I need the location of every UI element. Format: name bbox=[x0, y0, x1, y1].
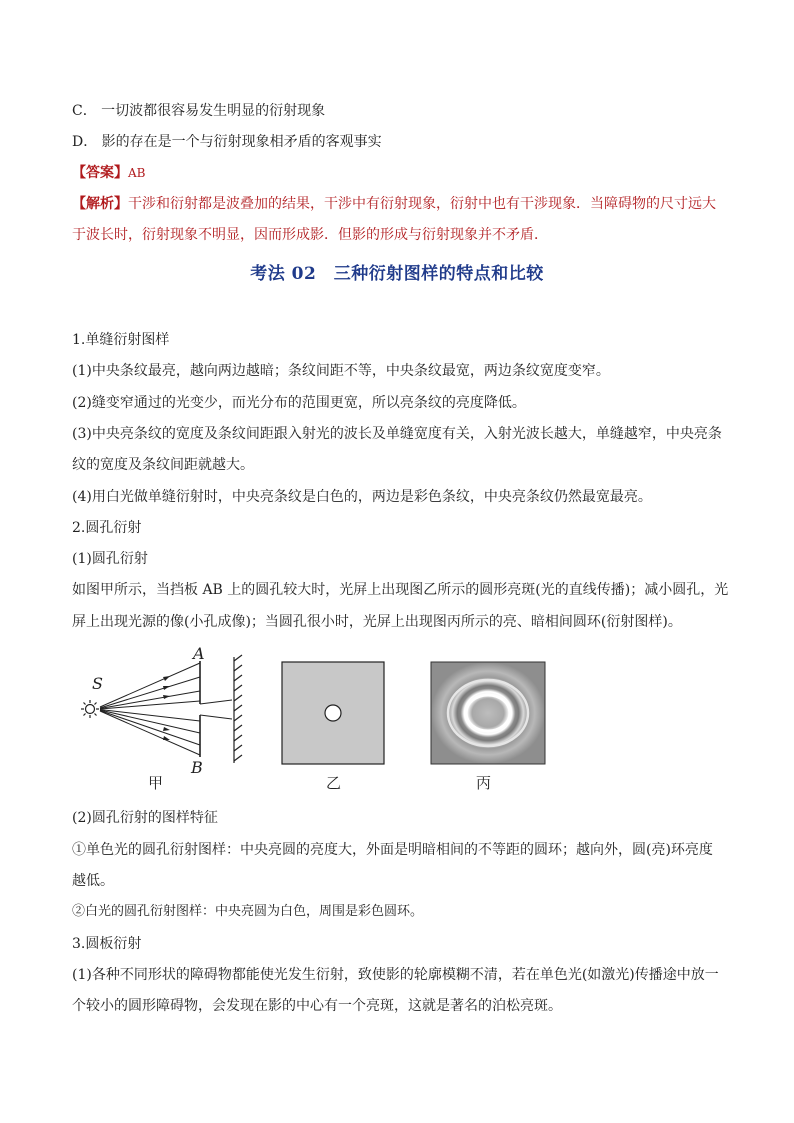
answer-line bbox=[72, 163, 145, 183]
bright-spot bbox=[325, 705, 341, 721]
analysis-tag: 【解析】 bbox=[72, 196, 128, 212]
screen-wall bbox=[234, 655, 242, 763]
figure-bing bbox=[430, 661, 546, 765]
caption-bing: 丙 bbox=[476, 774, 492, 792]
circular-hole-desc2: 屏上出现光源的像(小孔成像)；当圆孔很小时，光屏上出现图丙所示的亮、暗相间圆环(衍射图样)。 bbox=[72, 614, 682, 630]
single-slit-heading: 1.单缝衍射图样 bbox=[72, 332, 170, 348]
arrow-heads bbox=[163, 676, 170, 740]
single-slit-p3b: 纹的宽度及条纹间距就越大。 bbox=[72, 457, 254, 473]
figure-jia bbox=[78, 643, 248, 768]
disk-p1a: (1)各种不同形状的障碍物都能使光发生衍射，致使影的轮廓模糊不清，若在单色光(如激光)传播途中放一 bbox=[72, 967, 719, 983]
section-title: 考法 02 三种衍射图样的特点和比较 bbox=[250, 264, 544, 284]
feature-1a: ①单色光的圆孔衍射图样：中央亮圆的亮度大，外面是明暗相间的不等距的圆环；越向外，圆(亮)环亮度 bbox=[72, 842, 713, 858]
single-slit-p3a: (3)中央亮条纹的宽度及条纹间距跟入射光的波长及单缝宽度有关，入射光波长越大，单缝越窄，中央亮条 bbox=[72, 426, 722, 442]
analysis-line-1 bbox=[72, 194, 716, 214]
answer-tag: 【答案】 bbox=[72, 165, 128, 181]
analysis-line-2: 于波长时，衍射现象不明显，因而形成影．但影的形成与衍射现象并不矛盾． bbox=[72, 227, 548, 243]
circular-hole-sub2: (2)圆孔衍射的图样特征 bbox=[72, 810, 218, 826]
circular-hole-sub1: (1)圆孔衍射 bbox=[72, 551, 148, 567]
feature-1b: 越低。 bbox=[72, 873, 114, 889]
single-slit-p1: (1)中央条纹最亮，越向两边越暗；条纹间距不等，中央条纹最宽，两边条纹宽度变窄。 bbox=[72, 363, 610, 379]
analysis-text-1: 干涉和衍射都是波叠加的结果，干涉中有衍射现象，衍射中也有干涉现象．当障碍物的尺寸远大 bbox=[128, 196, 716, 212]
figure-yi bbox=[281, 661, 385, 765]
label-s: S bbox=[92, 674, 103, 693]
option-c: C． 一切波都很容易发生明显的衍射现象 bbox=[72, 103, 326, 119]
circular-hole-heading: 2.圆孔衍射 bbox=[72, 520, 142, 536]
option-d: D． 影的存在是一个与衍射现象相矛盾的客观事实 bbox=[72, 134, 382, 150]
answer-value: AB bbox=[128, 166, 146, 180]
sun-icon bbox=[81, 700, 99, 718]
disk-p1b: 个较小的圆形障碍物，会发现在影的中心有一个亮斑，这就是著名的泊松亮斑。 bbox=[72, 998, 562, 1014]
feature-2: ②白光的圆孔衍射图样：中央亮圆为白色，周围是彩色圆环。 bbox=[72, 904, 424, 919]
caption-yi: 乙 bbox=[326, 774, 342, 792]
circular-hole-desc1: 如图甲所示，当挡板 AB 上的圆孔较大时，光屏上出现图乙所示的圆形亮斑(光的直线传播)；减小圆孔，光 bbox=[72, 582, 729, 598]
disk-heading: 3.圆板衍射 bbox=[72, 936, 142, 952]
single-slit-p2: (2)缝变窄通过的光变少，而光分布的范围更宽，所以亮条纹的亮度降低。 bbox=[72, 395, 526, 411]
caption-jia: 甲 bbox=[148, 774, 164, 792]
label-a: A bbox=[193, 644, 205, 663]
label-b: B bbox=[191, 758, 203, 777]
single-slit-p4: (4)用白光做单缝衍射时，中央亮条纹是白色的，两边是彩色条纹，中央亮条纹仍然最宽最亮。 bbox=[72, 489, 652, 505]
